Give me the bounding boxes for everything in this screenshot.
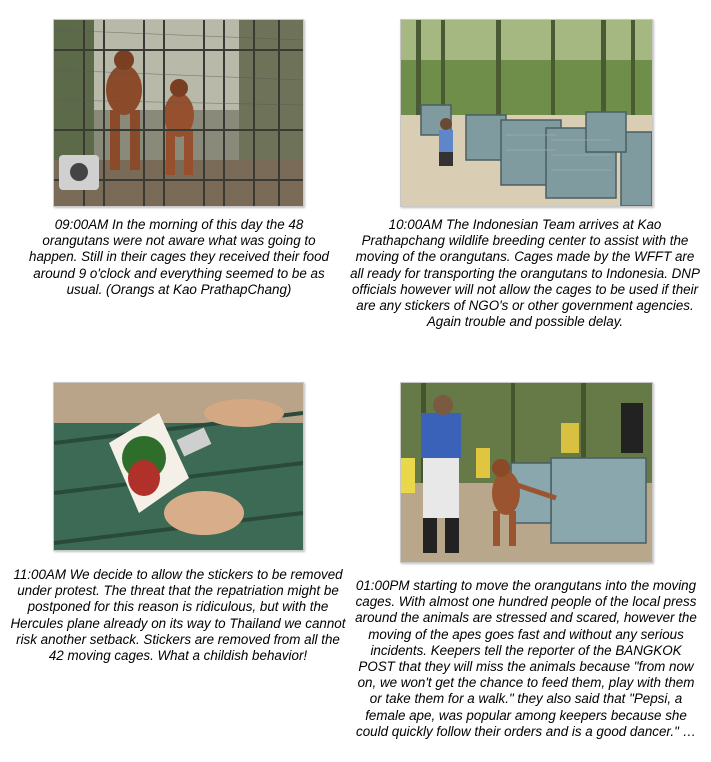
caption-1100: 11:00AM We decide to allow the stickers to be removed under protest. The threat that the repatriation might be postponed for this reason is ridiculous, but with the Hercules plane already on its way to Thailand we cannot risk another setback. Stickers are removed from all the 42 moving cages. What a childish behavior! [10, 567, 346, 664]
caption-1000: 10:00AM The Indonesian Team arrives at Kao Prathapchang wildlife breeding center to assist with the moving of the orangutans. Cages made by the WFFT are all ready for transporting the orangutans to Indonesia. DNP officials however will not allow the cages to be used if their are any stickers of NGO's or other government agencies. Again trouble and possible delay. [350, 217, 700, 330]
photo-orangutan-led [400, 382, 653, 563]
caption-0100: 01:00PM starting to move the orangutans into the moving cages. With almost one hundred people of the local press around the animals are stressed and scared, however the moving of the apes goes fast and without any serious incidents. Keepers tell the reporter of the BANGKOK POST that they will miss the animals because "from now on, we won't get the chance to feed them, play with them or take them for a walk." they also said that "Pepsi, a female ape, was popular among keepers because she could quickly follow their orders and is a good dancer." … [355, 578, 697, 739]
photo-orangutans-in-cage [53, 19, 304, 207]
photo-moving-cages [400, 19, 653, 207]
photo-sticker-removal [53, 382, 304, 551]
caption-0900: 09:00AM In the morning of this day the 48 orangutans were not aware what was going to happen. Still in their cages they received their food around 9 o'clock and everything seemed to be as usual. (Orangs at Kao PrathapChang) [29, 217, 329, 297]
